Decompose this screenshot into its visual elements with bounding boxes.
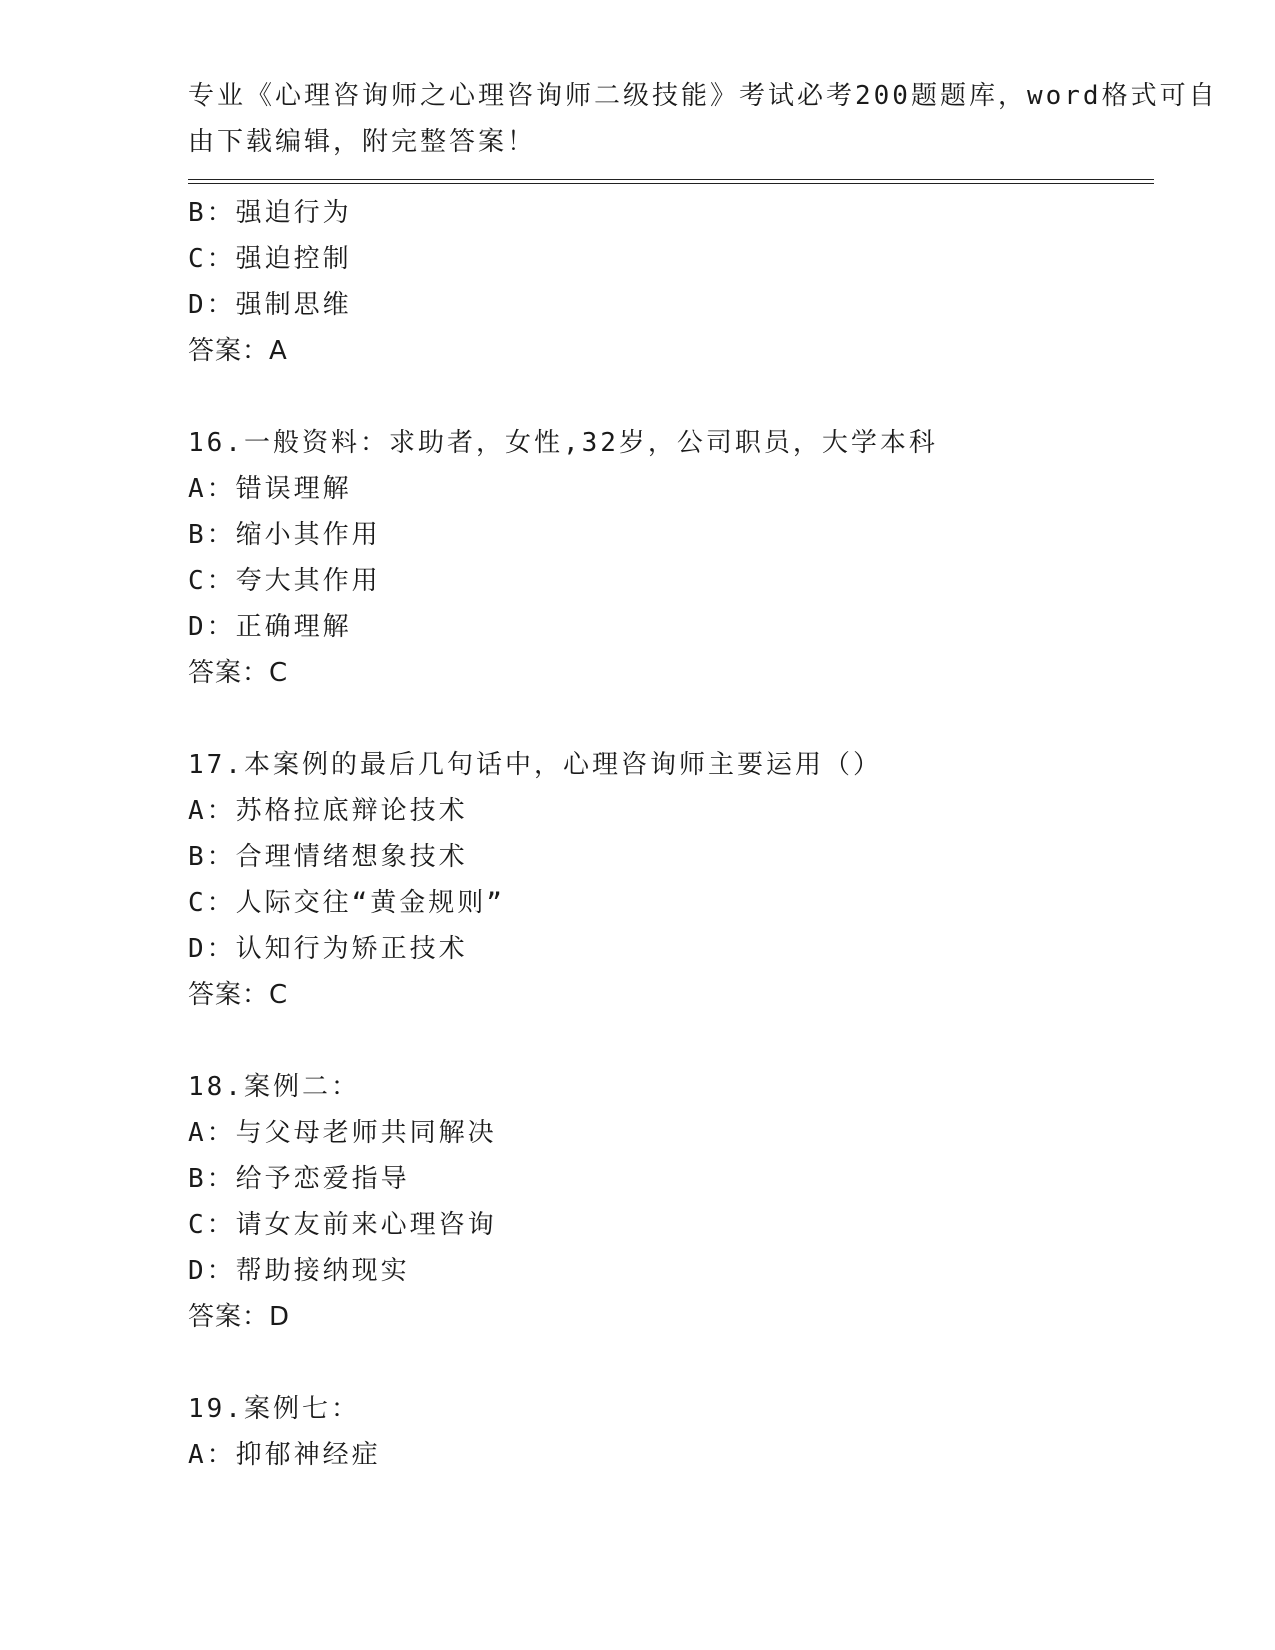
spacer: [188, 1018, 1148, 1064]
option-b: B：强迫行为: [188, 198, 352, 228]
option-c: C：人际交往“黄金规则”: [188, 888, 505, 918]
header-rule-top: [188, 179, 1154, 180]
document-header: [188, 73, 1218, 165]
option-b: B：给予恋爱指导: [188, 1164, 410, 1194]
option-c: C：夸大其作用: [188, 566, 381, 596]
option-d: D：强制思维: [188, 290, 352, 320]
question-stem: 16.一般资料：求助者，女性,32岁，公司职员，大学本科: [188, 428, 938, 458]
option-d: D：正确理解: [188, 612, 352, 642]
spacer: [188, 1340, 1148, 1386]
question-stem: 17.本案例的最后几句话中，心理咨询师主要运用（）: [188, 750, 882, 780]
answer-line: 答案：D: [188, 1302, 291, 1332]
option-b: B：缩小其作用: [188, 520, 381, 550]
question-block-18: [188, 1064, 1148, 1340]
question-block-16: [188, 420, 1148, 696]
option-c: C：请女友前来心理咨询: [188, 1210, 497, 1240]
answer-line: 答案：A: [188, 336, 288, 366]
option-d: D：认知行为矫正技术: [188, 934, 468, 964]
question-block-17: [188, 742, 1148, 1018]
option-a: A：抑郁神经症: [188, 1440, 381, 1470]
document-body: [188, 190, 1148, 1478]
question-block-15-continued: [188, 190, 1148, 374]
header-rule-bottom: [188, 183, 1154, 184]
header-line-1: 专业《心理咨询师之心理咨询师二级技能》考试必考200题题库，word格式可自: [188, 81, 1218, 111]
option-b: B：合理情绪想象技术: [188, 842, 468, 872]
question-stem: 19.案例七：: [188, 1394, 360, 1424]
answer-line: 答案：C: [188, 980, 289, 1010]
spacer: [188, 696, 1148, 742]
option-a: A：与父母老师共同解决: [188, 1118, 497, 1148]
question-block-19: [188, 1386, 1148, 1478]
option-a: A：苏格拉底辩论技术: [188, 796, 468, 826]
option-a: A：错误理解: [188, 474, 352, 504]
header-line-2: 由下载编辑，附完整答案！: [188, 127, 537, 157]
answer-line: 答案：C: [188, 658, 289, 688]
spacer: [188, 374, 1148, 420]
option-d: D：帮助接纳现实: [188, 1256, 410, 1286]
option-c: C：强迫控制: [188, 244, 352, 274]
question-stem: 18.案例二：: [188, 1072, 360, 1102]
